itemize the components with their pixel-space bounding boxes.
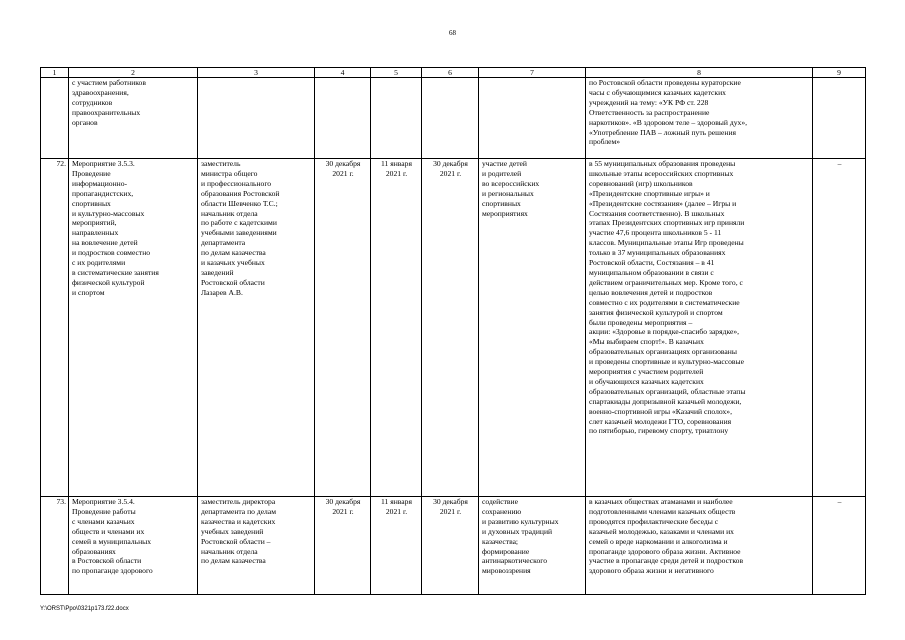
column-number-9: 9 bbox=[813, 68, 866, 78]
fact-start-date-cell: 11 января 2021 г. bbox=[371, 497, 422, 595]
column-number-7: 7 bbox=[479, 68, 586, 78]
file-path-footer: Y:\ORST\Ppo\0321p173.f22.docx bbox=[40, 606, 129, 612]
row-number bbox=[41, 78, 69, 159]
plan-end-date-cell bbox=[422, 78, 479, 159]
measure-cell: с участием работников здравоохранения, сотрудников правоохранительных органов bbox=[69, 78, 198, 159]
note-cell: – bbox=[813, 159, 866, 497]
plan-start-date-cell: 30 декабря 2021 г. bbox=[315, 497, 371, 595]
note-cell bbox=[813, 78, 866, 159]
expected-result-cell: содействие сохранению и развитию культурных и духовных традиций казачества; формирование антинаркотического мировоззрения bbox=[479, 497, 586, 595]
measure-cell: Мероприятие 3.5.4. Проведение работы с членами казачьих обществ и членами их семей в муниципальных образованиях в Ростовской области по пропаганде здорового bbox=[69, 497, 198, 595]
column-number-4: 4 bbox=[315, 68, 371, 78]
responsible-cell bbox=[198, 78, 315, 159]
column-number-1: 1 bbox=[41, 68, 69, 78]
plan-end-date-cell: 30 декабря 2021 г. bbox=[422, 159, 479, 497]
responsible-cell: заместитель министра общего и профессионального образования Ростовской области Шевченко Т.С.; начальник отдела по работе с кадетскими учебными заведениями департамента по делам казачества и казачьих учебных заведений Ростовской области Лазарев А.В. bbox=[198, 159, 315, 497]
measure-cell: Мероприятие 3.5.3. Проведение информационно- пропагандистских, спортивных и культурно-массовых мероприятий, направленных на вовлечение детей и подростков совместно с их родителями в систематические занятия физической культурой и спортом bbox=[69, 159, 198, 497]
actual-result-cell: по Ростовской области проведены кураторские часы с обучающимися казачьих кадетских учреждений на тему: «УК РФ ст. 228 Ответственность за распространение наркотиков». «В здоровом теле – здоровый дух», «Употребление ПАВ – ложный путь решения проблем» bbox=[586, 78, 813, 159]
responsible-cell: заместитель директора департамента по делам казачества и кадетских учебных заведений Ростовской области – начальник отдела по делам казачества bbox=[198, 497, 315, 595]
note-cell: – bbox=[813, 497, 866, 595]
expected-result-cell bbox=[479, 78, 586, 159]
row-number: 72. bbox=[41, 159, 69, 497]
plan-start-date-cell bbox=[315, 78, 371, 159]
plan-start-date-cell: 30 декабря 2021 г. bbox=[315, 159, 371, 497]
row-number: 73. bbox=[41, 497, 69, 595]
expected-result-cell: участие детей и родителей во всероссийских и региональных спортивных мероприятиях bbox=[479, 159, 586, 497]
table-row bbox=[41, 78, 866, 159]
plan-end-date-cell: 30 декабря 2021 г. bbox=[422, 497, 479, 595]
fact-start-date-cell bbox=[371, 78, 422, 159]
page-number: 68 bbox=[449, 29, 456, 37]
actual-result-cell: в 55 муниципальных образования проведены школьные этапы всероссийских спортивных соревнований (игр) школьников «Президентские спортивные игры» и «Президентские состязания» (далее – Игры и Состязания соответственно). В школьных этапах Президентских спортивных игр приняли участие 47,6 процента школьников 5 - 11 классов. Муниципальные этапы Игр проведены только в 37 муниципальных образованиях Ростовской области, Состязания – в 41 муниципальном образовании в связи с действием ограничительных мер. Кроме того, с целью вовлечения детей и подростков совместно с их родителями в систематические занятия физической культурой и спортом были проведены мероприятия – акции: «Здоровье в порядке-спасибо зарядке», «Мы выбираем спорт!». В казачьих образовательных организациях организованы и проведены спортивные и культурно-массовые мероприятия с участием родителей и обучающихся казачьих кадетских образовательных организаций, областные этапы спартакиады допризывной казачьей молодежи, военно-спортивной игры «Казачий сполох», слет казачьей молодежи ГТО, соревнования по пятиборью, гиревому спорту, триатлону bbox=[586, 159, 813, 497]
table-row bbox=[41, 497, 866, 595]
column-number-5: 5 bbox=[371, 68, 422, 78]
column-number-row bbox=[41, 68, 866, 78]
column-number-6: 6 bbox=[422, 68, 479, 78]
column-number-2: 2 bbox=[69, 68, 198, 78]
column-number-8: 8 bbox=[586, 68, 813, 78]
column-number-3: 3 bbox=[198, 68, 315, 78]
report-table bbox=[40, 67, 866, 595]
fact-start-date-cell: 11 января 2021 г. bbox=[371, 159, 422, 497]
actual-result-cell: в казачьих обществах атаманами и наиболее подготовленными членами казачьих обществ проводятся профилактические беседы с казачьей молодежью, казаками и членами их семей о вреде наркомании и алкоголизма и пропаганде здорового образа жизни. Активное участие в пропаганде среди детей и подростков здорового образа жизни и негативного bbox=[586, 497, 813, 595]
table-row bbox=[41, 159, 866, 497]
